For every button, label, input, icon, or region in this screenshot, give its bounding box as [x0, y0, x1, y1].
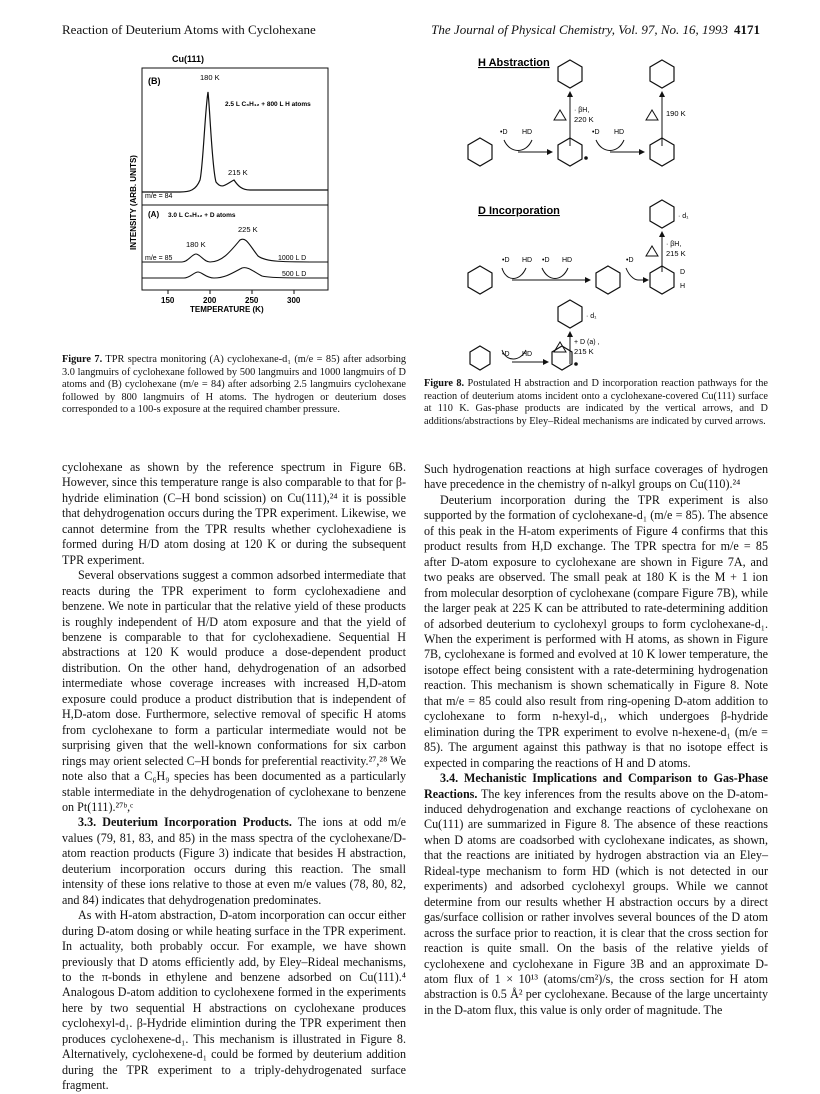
fig8-curved-arrow-3 — [502, 268, 590, 280]
fig8-surface-cyclohexyl-2 — [552, 346, 572, 370]
fig8-d-adsorbed: + D (a) , — [574, 339, 600, 346]
figure-8-caption — [424, 378, 768, 428]
fig8-heat-triangle-1 — [554, 110, 566, 120]
fig8-lbl-d-5: •D — [626, 257, 634, 264]
fig8-d1-label-1: · d₁ — [678, 213, 689, 220]
figure-8 — [440, 50, 760, 372]
fig7-trace-500-label: 500 L D — [282, 271, 307, 278]
left-paragraph-3-text: The ions at odd m/e values (79, 81, 83, and 85) in the mass spectra of the cyclohexane/D-atom reaction products (Figure 3) indicate that besides H abstraction, deuterium incorporation occurs during this reaction. The small intensity of these ions relative to those at even m/e values (78, 80, 82, and 84) indicates that dehydrogenation predominates. — [62, 815, 406, 907]
running-head-right — [431, 22, 760, 38]
figure-7 — [130, 50, 370, 352]
fig8-temp-215: 215 K — [666, 249, 686, 258]
fig8-temp-215b: 215 K — [574, 347, 594, 356]
fig8-radical-dot-1 — [584, 156, 588, 160]
section-3-3-title: 3.3. Deuterium Incorporation Products. — [78, 815, 292, 830]
fig8-radical-dot-2 — [574, 362, 578, 366]
fig7-caption-text: TPR spectra monitoring (A) cyclohexane-d₁ (m/e = 85) after adsorbing 3.0 langmuirs of cyclohexane followed by 500 langmuirs and 1000 langmuirs of D atoms and (B) cyclohexane (m/e = 84) after adsorbing 2.5 langmuirs cyclohexane followed by 800 langmuirs of H atoms. The hydrogen or deuterium doses corresponded to a 100-s exposure at the required chamber pressure. — [62, 354, 407, 416]
fig8-lbl-d-6: •D — [502, 351, 510, 358]
right-paragraph-2: Deuterium incorporation during the TPR experiment is also supported by the formation of cyclohexane-d₁ (m/e = 85). The absence of this peak in the H-atom experiments of Figure 4 confirms that this product results from H,D exchange. The TPR spectra for m/e = 85 after D-atom exposure to cyclohexane are shown in Figure 7A, and two peaks are observed. The small peak at 180 K is the M + 1 ion from molecular desorption of cyclohexane (compare Figure 7B), while the larger peak at 225 K can be attributed to rate-determining addition of adsorbed deuterium to cyclohexyl groups to form cyclohexane-d₁. When the experiment is performed with H atoms, as shown in Figure 7B, cyclohexane is formed and evolved at 10 K lower temperature, the isotope effect being consistent with a rate-determining hydrogenation reaction. This mechanism is shown schematically in Figure 8. Note that m/e = 85 could also result from ring-opening D-atom addition to cyclohexane to form n-hexyl-d₁, which undergoes β-hydride elimination during the TPR experiment to evolve n-hexene-d₁ (m/e = 85). The argument against this pathway is that no isotope effect is expected in comparing the reactions of H and D atoms. — [424, 492, 768, 770]
fig8-surface-cyclohexene-2 — [596, 266, 620, 294]
fig7-caption-label: Figure 7. — [62, 354, 103, 365]
figure-7-caption — [62, 354, 406, 417]
fig8-gas-cyclohexane-d1 — [558, 300, 582, 328]
fig7-panelB-label: (B) — [148, 76, 161, 86]
fig8-temp-220: 220 K — [574, 115, 594, 124]
fig8-temp-190: 190 K — [666, 109, 686, 118]
fig8-lbl-hd-6: HD — [522, 351, 533, 358]
fig7-surface-label: Cu(111) — [172, 54, 205, 64]
fig7-panelA-me: m/e = 85 — [145, 255, 173, 262]
fig8-surface-cyclohexane-3 — [470, 346, 490, 370]
right-paragraph-3 — [424, 771, 768, 1018]
fig7-panelA-label: (A) — [148, 210, 160, 219]
fig8-heat-triangle-2 — [646, 110, 658, 120]
fig8-beta-h-2: · βH, — [666, 241, 682, 248]
fig8-d-incorporation-title: D Incorporation — [478, 205, 560, 217]
journal-citation: The Journal of Physical Chemistry, Vol. 97, No. 16, 1993 — [431, 22, 728, 37]
fig8-lbl-D: D — [680, 269, 686, 276]
fig7-panelA-peak2: 225 K — [238, 225, 258, 234]
fig7-panelB-peak2: 215 K — [228, 168, 248, 177]
fig8-gas-cyclohexene — [558, 60, 582, 88]
fig8-curved-arrow-4 — [626, 268, 648, 280]
fig7-panelB-me: m/e = 84 — [145, 193, 173, 200]
fig8-lbl-hd-1: HD — [522, 129, 533, 136]
fig7-trace-1000-label: 1000 L D — [278, 255, 307, 262]
fig7-panelA-peak1: 180 K — [186, 240, 206, 249]
fig7-xtick-150: 150 — [161, 296, 175, 305]
fig7-xlabel: TEMPERATURE (K) — [190, 305, 264, 314]
fig8-gas-cyclohexene-d1 — [650, 200, 674, 228]
fig7-panelB-peak1: 180 K — [200, 73, 220, 82]
right-column — [424, 462, 768, 1018]
left-column — [62, 460, 406, 1094]
fig8-lbl-d-3: •D — [502, 257, 510, 264]
fig8-lbl-hd-3: HD — [522, 257, 533, 264]
fig8-surface-cyclohexane-2 — [468, 266, 492, 294]
fig8-lbl-hd-4: HD — [562, 257, 573, 264]
fig8-beta-h-1: · βH, — [574, 107, 590, 114]
fig8-lbl-d-4: •D — [542, 257, 550, 264]
left-paragraph-1: cyclohexane as shown by the reference spectrum in Figure 6B. However, since this temperature range is also comparable to that for β-hydride elimination (C–H bond scission) on Cu(111),²⁴ it is possible that dehydrogenation occurs during the TPR experiment. Likewise, we cannot determine from the TPR results whether cyclohexadiene is formed during H/D atom dosing at 120 K or during the subsequent TPR experiment. — [62, 460, 406, 567]
left-paragraph-4: As with H-atom abstraction, D-atom incorporation can occur either during D-atom dosing or while heating surface in the TPR experiment. In actuality, both probably occur. For example, we have shown previously that D atoms efficiently add, by Eley–Rideal mechanisms, to the π-bonds in ethylene and benzene adsorbed on Cu(111).⁴ Analogous D-atom addition to cyclohexene formed in the experiments here by two sequential H abstractions on cyclohexane produces cyclohexyl-d₁. β-Hydride elimintion during the TPR experiment then produces cyclohexene-d₁. This mechanism is illustrated in Figure 8. Alternatively, cyclohexene-d₁ could be formed by deuterium addition during the TPR experiment to a triply-dehydrogenated surface fragment. — [62, 908, 406, 1093]
fig8-lbl-d-1: •D — [500, 129, 508, 136]
fig8-gas-benzene — [650, 60, 674, 88]
section-3-4-title: 3.4. Mechanistic Implications and Comparison to Gas-Phase Reactions. — [424, 771, 768, 801]
fig7-panelA-dose: 3.0 L C₆H₁₂ + D atoms — [168, 212, 236, 219]
fig8-caption-text: Postulated H abstraction and D incorporation reaction pathways for the reaction of deuterium atoms incident onto a cyclohexane-covered Cu(111) surface at 110 K. Gas-phase products are indicated by the vertical arrows, and D additions/abstractions by Eley–Rideal mechanisms are indicated by curved arrows. — [424, 378, 769, 427]
fig8-lbl-d-2: •D — [592, 129, 600, 136]
fig7-xtick-250: 250 — [245, 296, 259, 305]
left-paragraph-2: Several observations suggest a common adsorbed intermediate that reacts during the TPR experiment to form cyclohexadiene and benzene. We note in particular that the relative yield of these products is roughly independent of H/D atom exposure and that the yield of benzene is comparable to that for cyclohexadiene. Sequential H abstractions at 120 K would produce a dose-dependent product distribution. On the other hand, dehydrogenation of an adsorbed intermediate whose coverage increases with increased H,D-atom exposure could produce a product distribution that is independent of H,D-atom dose. Furthermore, selective removal of specific H atoms from cyclohexane to form a particular intermediate would not be surprising given that the well-known conformations for six carbon rings may orient selected C–H bonds for preferential reactivity.²⁷,²⁸ We note also that a C₆H₉ species has been documented as a particularly stable intermediate in the dehydrogenation of cyclohexane to benzene on Pt(111).²⁷ᵇ,ᶜ — [62, 568, 406, 814]
left-paragraph-3 — [62, 815, 406, 908]
fig7-ylabel: INTENSITY (ARB. UNITS) — [129, 155, 138, 250]
running-head-left: Reaction of Deuterium Atoms with Cyclohexane — [62, 22, 316, 37]
fig8-surface-cyclohexane-1 — [468, 138, 492, 166]
fig8-lbl-H: H — [680, 283, 686, 290]
page-number: 4171 — [734, 22, 760, 37]
fig8-curved-arrow-2 — [596, 140, 644, 152]
fig7-xtick-300: 300 — [287, 296, 301, 305]
fig8-h-abstraction-title: H Abstraction — [478, 57, 550, 69]
fig8-caption-label: Figure 8. — [424, 378, 465, 389]
right-paragraph-3-text: The key inferences from the results above on the D-atom-induced dehydrogenation and exchange reactions of cyclohexane on Cu(111) are summarized in Figure 8. The absence of these reactions when D atoms are coadsorbed with cyclohexane indicates, as shown, that the reactions are initiated by hydrogen abstraction via an Eley–Rideal-type mechanism to form HD (which is not detected in our experiments) and adsorbed cyclohexyl groups. While we cannot determine from our results whether H abstraction occurs by a direct gas/surface collision or rather involves several bounces of the D atom across the surface prior to reaction, it is clear that the cross section for reaction is quite small. On the basis of the relative yields of cyclohexene and cyclohexane in Figure 3B and an approximate D-atom flux of 1 × 10¹³ (atoms/cm²)/s, the cross section for H atom abstraction is 0.5 Å² per cyclohexane. Because of the large uncertainty in the D-atom flux, this value is only order of magnitude. The — [424, 786, 768, 1017]
fig7-panelB-dose: 2.5 L C₆H₁₂ + 800 L H atoms — [225, 101, 311, 108]
fig8-lbl-hd-2: HD — [614, 129, 625, 136]
fig8-curved-arrow-1 — [504, 140, 552, 152]
fig8-heat-triangle-3 — [646, 246, 658, 256]
fig7-xtick-200: 200 — [203, 296, 217, 305]
fig8-d1-label-2: · d₁ — [586, 313, 597, 320]
fig7-xticks — [168, 290, 294, 294]
right-paragraph-1: Such hydrogenation reactions at high surface coverages of hydrogen have precedence in the chemistry of n-alkyl groups on Cu(110).²⁴ — [424, 462, 768, 492]
